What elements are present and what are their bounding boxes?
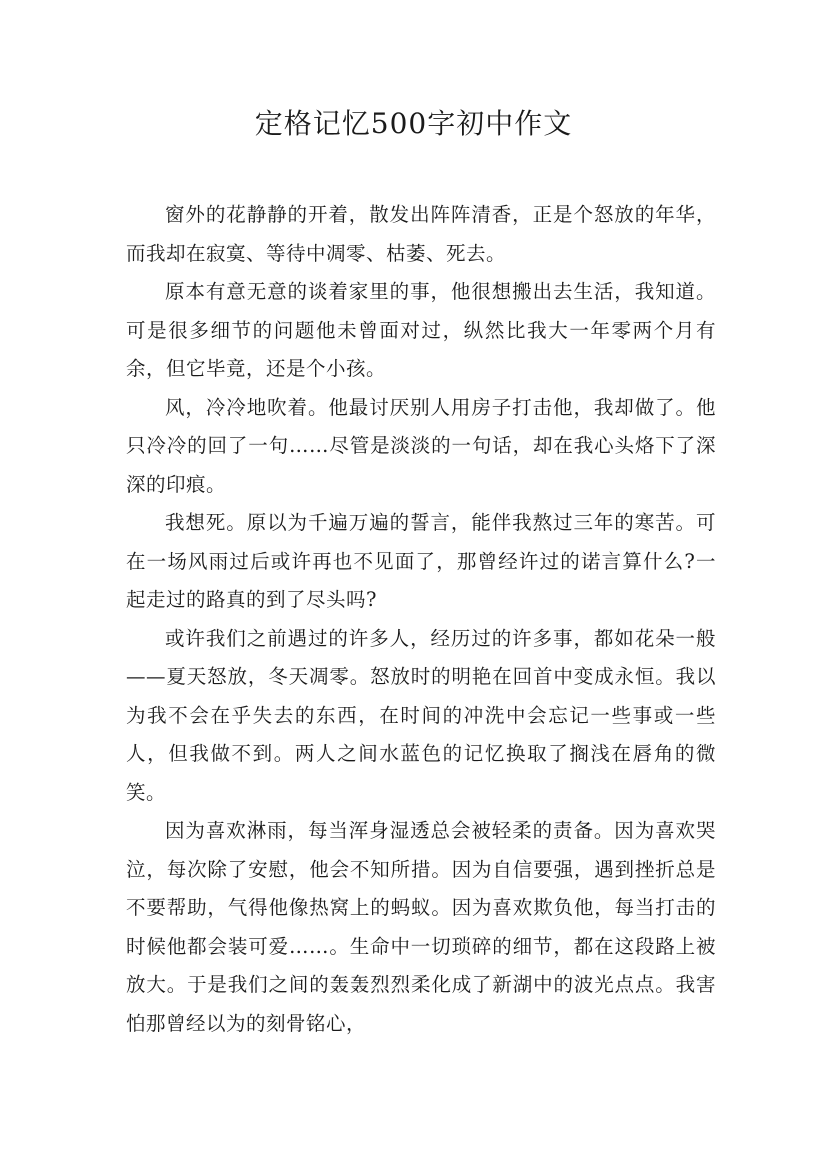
paragraph: 原本有意无意的谈着家里的事，他很想搬出去生活，我知道。可是很多细节的问题他未曾面对过，纵然比我大一年零两个月有余，但它毕竟，还是个小孩。 <box>126 280 716 380</box>
paragraph: 或许我们之前遇过的许多人，经历过的许多事，都如花朵一般——夏天怒放，冬天凋零。怒放时的明艳在回首中变成永恒。我以为我不会在乎失去的东西，在时间的冲洗中会忘记一些事或一些人，但我做不到。两人之间水蓝色的记忆换取了搁浅在唇角的微笑。 <box>126 626 716 804</box>
paragraph: 窗外的花静静的开着，散发出阵阵清香，正是个怒放的年华，而我却在寂寞、等待中凋零、枯萎、死去。 <box>126 203 716 265</box>
paragraph: 风，冷冷地吹着。他最讨厌别人用房子打击他，我却做了。他只冷冷的回了一句……尽管是淡淡的一句话，却在我心头烙下了深深的印痕。 <box>126 395 716 496</box>
paragraph: 因为喜欢淋雨，每当浑身湿透总会被轻柔的责备。因为喜欢哭泣，每次除了安慰，他会不知所措。因为自信要强，遇到挫折总是不要帮助，气得他像热窝上的蚂蚁。因为喜欢欺负他，每当打击的时候他都会装可爱……。生命中一切琐碎的细节，都在这段路上被放大。于是我们之间的轰轰烈烈柔化成了新湖中的波光点点。我害怕那曾经以为的刻骨铭心， <box>126 819 716 1035</box>
document-title: 定格记忆500字初中作文 <box>254 107 573 140</box>
document-body <box>126 196 716 1043</box>
paragraph: 我想死。原以为千遍万遍的誓言，能伴我熬过三年的寒苦。可在一场风雨过后或许再也不见面了，那曾经许过的诺言算什么?一起走过的路真的到了尽头吗? <box>126 511 716 611</box>
